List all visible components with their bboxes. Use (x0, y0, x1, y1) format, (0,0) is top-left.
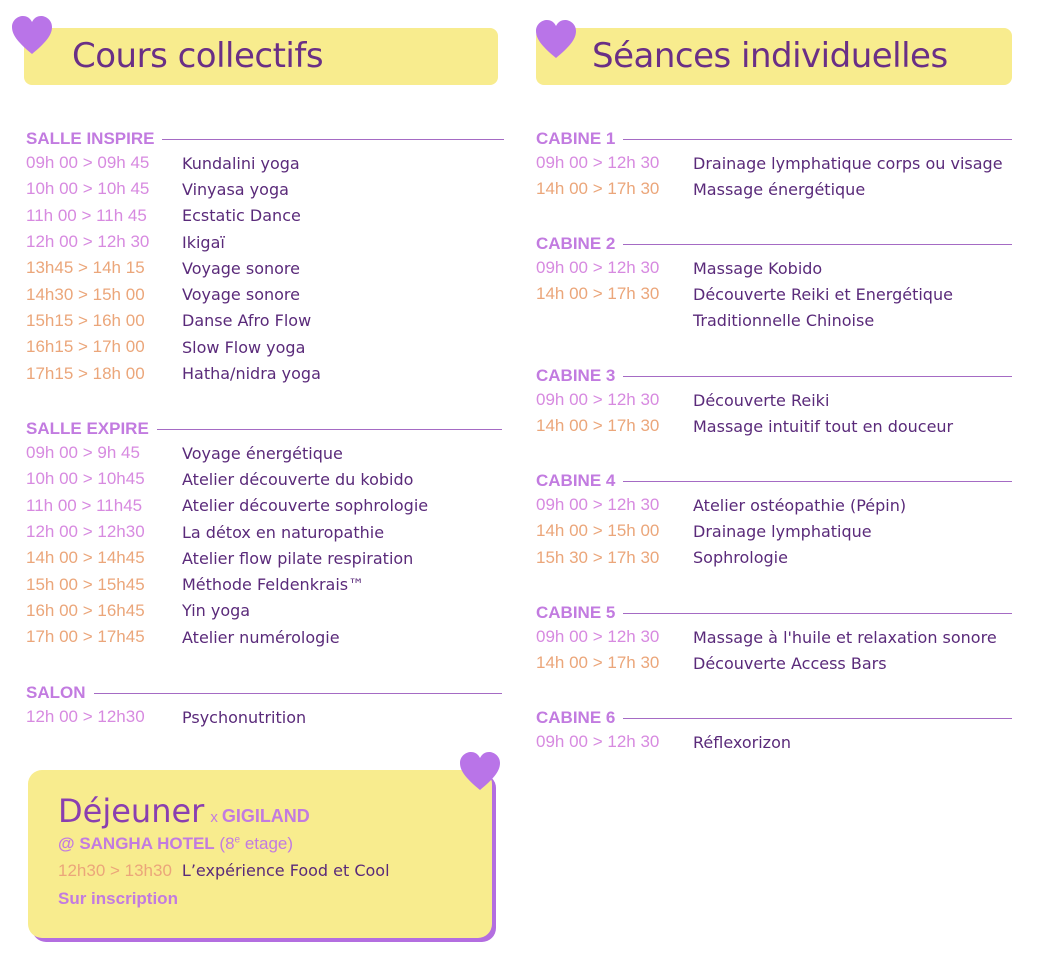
schedule-row (26, 519, 502, 545)
time-slot: 14h 00 > 17h 30 (536, 284, 660, 304)
individual-sessions-header (536, 28, 1012, 85)
group-classes-header (24, 28, 498, 85)
schedule-row (26, 176, 504, 202)
section-title: SALON (26, 683, 86, 702)
activity-name: Atelier flow pilate respiration (182, 548, 414, 568)
lunch-heading: Déjeuner (58, 792, 205, 830)
time-slot: 14h30 > 15h 00 (26, 284, 145, 304)
activity-name: Ikigaï (182, 232, 225, 252)
time-slot: 16h15 > 17h 00 (26, 337, 145, 357)
section-title: CABINE 3 (536, 366, 616, 385)
lunch-time-row (58, 861, 390, 881)
schedule-row (536, 518, 1012, 544)
section-divider (623, 139, 1012, 140)
section-cabine-4 (536, 470, 1012, 571)
schedule-row (26, 229, 504, 255)
time-slot: 13h45 > 14h 15 (26, 258, 145, 278)
lunch-venue (58, 834, 293, 854)
schedule-row (536, 255, 1012, 281)
schedule-row (536, 650, 1012, 676)
section-salle-expire (26, 418, 502, 650)
time-slot: 09h 00 > 12h 30 (536, 153, 660, 173)
time-slot: 10h 00 > 10h 45 (26, 179, 150, 199)
time-slot: 09h 00 > 9h 45 (26, 443, 140, 463)
lunch-description: L’expérience Food et Cool (181, 861, 390, 880)
section-cabine-1 (536, 128, 1012, 203)
section-cabine-6 (536, 707, 1012, 755)
time-slot: 14h 00 > 14h45 (26, 548, 145, 568)
section-title: CABINE 1 (536, 129, 616, 148)
lunch-title (58, 792, 310, 830)
time-slot: 10h 00 > 10h45 (26, 469, 145, 489)
time-slot: 14h 00 > 17h 30 (536, 179, 660, 199)
section-salon (26, 682, 502, 730)
section-cabine-5 (536, 602, 1012, 677)
time-slot: 09h 00 > 12h 30 (536, 732, 660, 752)
time-slot: 11h 00 > 11h45 (26, 495, 143, 515)
schedule-row (536, 413, 1012, 439)
activity-name: Découverte Access Bars (693, 653, 887, 673)
time-slot: 09h 00 > 12h 30 (536, 258, 660, 278)
schedule-row (536, 492, 1012, 518)
schedule-row (26, 704, 502, 730)
section-title: CABINE 6 (536, 708, 616, 727)
section-cabine-2 (536, 233, 1012, 334)
heart-icon (458, 750, 502, 794)
activity-name: Traditionnelle Chinoise (693, 311, 875, 331)
activity-name: Massage Kobido (693, 258, 823, 278)
group-classes-title: Cours collectifs (72, 36, 324, 76)
schedule-row (26, 334, 504, 360)
schedule-row (26, 440, 502, 466)
schedule-row (26, 493, 502, 519)
section-divider (157, 429, 502, 430)
schedule-row (26, 281, 504, 307)
section-divider (623, 376, 1012, 377)
activity-name: Massage intuitif tout en douceur (693, 416, 954, 436)
activity-name: Slow Flow yoga (182, 337, 306, 357)
section-divider (623, 718, 1012, 719)
activity-name: Psychonutrition (182, 707, 307, 727)
registration-link[interactable]: Sur inscription (58, 889, 178, 908)
time-slot: 14h 00 > 17h 30 (536, 653, 660, 673)
activity-name: Massage à l'huile et relaxation sonore (693, 627, 997, 647)
activity-name: Massage énergétique (693, 179, 866, 199)
schedule-row (536, 176, 1012, 202)
schedule-row (26, 624, 502, 650)
lunch-x: x (210, 809, 218, 826)
section-cabine-3 (536, 365, 1012, 440)
schedule-row (26, 360, 504, 386)
activity-name: Kundalini yoga (182, 153, 300, 173)
time-slot: 09h 00 > 12h 30 (536, 390, 660, 410)
activity-name: Atelier découverte sophrologie (182, 496, 429, 516)
time-slot: 09h 00 > 12h 30 (536, 627, 660, 647)
section-divider (162, 139, 504, 140)
section-salle-inspire (26, 128, 504, 387)
activity-name: Hatha/nidra yoga (182, 364, 321, 384)
section-divider (623, 481, 1012, 482)
activity-name: Voyage sonore (182, 285, 300, 305)
venue-name: SANGHA HOTEL (79, 834, 215, 853)
schedule-row (536, 624, 1012, 650)
activity-name: Atelier ostéopathie (Pépin) (693, 495, 907, 515)
lunch-card (28, 770, 492, 938)
activity-name: Réflexorizon (693, 732, 791, 752)
schedule-row (536, 308, 1012, 334)
schedule-row (536, 281, 1012, 307)
activity-name: Atelier numérologie (182, 627, 340, 647)
time-slot: 15h 00 > 15h45 (26, 574, 145, 594)
venue-floor-close: etage) (240, 834, 294, 853)
schedule-row (26, 571, 502, 597)
activity-name: Atelier découverte du kobido (182, 469, 414, 489)
activity-name: Ecstatic Dance (182, 206, 301, 226)
section-title: SALLE INSPIRE (26, 129, 155, 148)
schedule-row (536, 150, 1012, 176)
schedule-row (536, 545, 1012, 571)
activity-name: Découverte Reiki et Energétique (693, 284, 953, 304)
time-slot: 12h 00 > 12h 30 (26, 232, 150, 252)
schedule-row (26, 255, 504, 281)
lunch-brand: GIGILAND (221, 806, 310, 826)
time-slot: 14h 00 > 17h 30 (536, 416, 660, 436)
activity-name: Vinyasa yoga (182, 179, 289, 199)
schedule-row (26, 150, 504, 176)
section-title: CABINE 4 (536, 471, 616, 490)
activity-name: Drainage lymphatique corps ou visage (693, 153, 1003, 173)
time-slot: 17h15 > 18h 00 (26, 363, 145, 383)
schedule-row (26, 308, 504, 334)
section-divider (94, 693, 503, 694)
heart-icon (10, 14, 54, 58)
activity-name: Voyage sonore (182, 258, 300, 278)
activity-name: Méthode Feldenkrais™ (182, 575, 365, 595)
activity-name: Danse Afro Flow (182, 311, 312, 331)
section-divider (623, 244, 1012, 245)
schedule-row (26, 203, 504, 229)
heart-icon (534, 18, 578, 62)
lunch-time: 12h30 > 13h30 (58, 861, 172, 880)
venue-floor-sup: e (234, 834, 241, 846)
individual-sessions-title: Séances individuelles (592, 36, 948, 76)
section-divider (623, 613, 1012, 614)
schedule-row (26, 466, 502, 492)
time-slot: 12h 00 > 12h30 (26, 707, 145, 727)
activity-name: Découverte Reiki (693, 390, 830, 410)
schedule-row (26, 598, 502, 624)
schedule-row (536, 387, 1012, 413)
time-slot: 09h 00 > 12h 30 (536, 495, 660, 515)
activity-name: Yin yoga (182, 601, 251, 621)
section-title: CABINE 5 (536, 603, 616, 622)
activity-name: La détox en naturopathie (182, 522, 385, 542)
time-slot: 15h 30 > 17h 30 (536, 547, 660, 567)
time-slot: 12h 00 > 12h30 (26, 522, 145, 542)
time-slot: 16h 00 > 16h45 (26, 600, 145, 620)
schedule-row (26, 545, 502, 571)
section-title: SALLE EXPIRE (26, 419, 149, 438)
venue-floor-open: (8 (219, 834, 235, 853)
time-slot: 17h 00 > 17h45 (26, 627, 145, 647)
activity-name: Sophrologie (693, 548, 788, 568)
time-slot: 14h 00 > 15h 00 (536, 521, 660, 541)
time-slot: 11h 00 > 11h 45 (26, 205, 147, 225)
section-title: CABINE 2 (536, 234, 616, 253)
schedule-row (536, 729, 1012, 755)
time-slot: 15h15 > 16h 00 (26, 310, 145, 330)
time-slot: 09h 00 > 09h 45 (26, 153, 150, 173)
activity-name: Voyage énergétique (182, 443, 343, 463)
venue-at: @ (58, 834, 75, 853)
activity-name: Drainage lymphatique (693, 521, 872, 541)
